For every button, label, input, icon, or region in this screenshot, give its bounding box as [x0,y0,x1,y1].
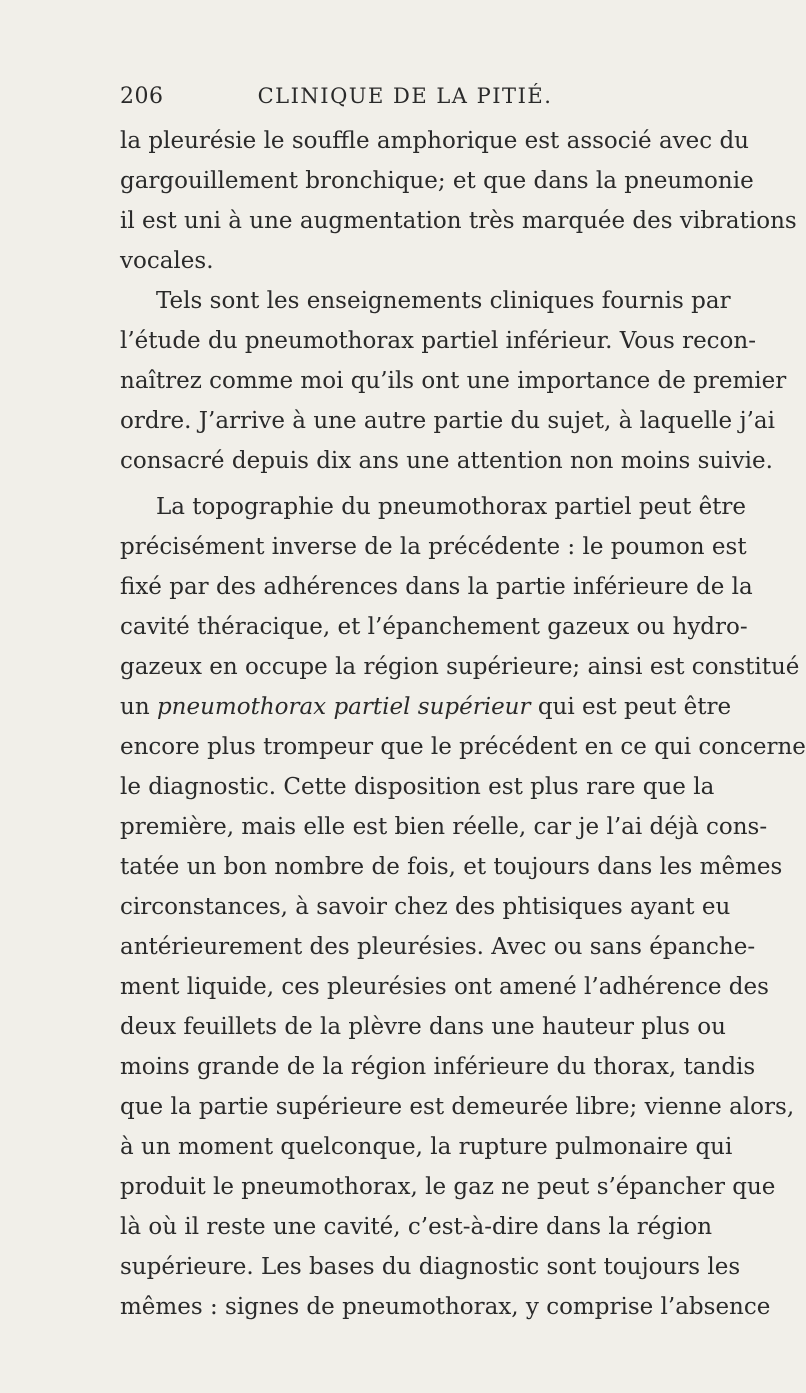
text-segment: un [120,694,150,720]
text-line: vocales. [120,248,214,274]
text-line: tatée un bon nombre de fois, et toujours dans les mêmes [120,854,783,880]
text-line: que la partie supérieure est demeurée libre; vienne alors, [120,1094,795,1120]
text-line: gazeux en occupe la région supérieure; ainsi est constitué [120,654,800,680]
text-line: moins grande de la région inférieure du thorax, tandis [120,1054,756,1080]
text-line: première, mais elle est bien réelle, car je l’ai déjà cons- [120,814,768,840]
text-line: à un moment quelconque, la rupture pulmonaire qui [120,1134,733,1160]
text-line: le diagnostic. Cette disposition est plus rare que la [120,774,715,800]
text-line: ment liquide, ces pleurésies ont amené l’adhérence des [120,974,769,1000]
text-line: la pleurésie le souffle amphorique est associé avec du [120,128,749,154]
italic-term: pneumothorax partiel supérieur [156,694,531,720]
text-line: cavité théracique, et l’épanchement gazeux ou hydro- [120,614,748,640]
text-line-with-emphasis [120,687,732,727]
text-line: l’étude du pneumothorax partiel inférieur. Vous recon- [120,328,756,354]
text-line: naîtrez comme moi qu’ils ont une importance de premier [120,368,787,394]
text-line: antérieurement des pleurésies. Avec ou sans épanche- [120,934,756,960]
text-line: La topographie du pneumothorax partiel peut être [156,494,747,520]
text-line: consacré depuis dix ans une attention non moins suivie. [120,448,773,474]
text-line: il est uni à une augmentation très marquée des vibrations [120,208,797,234]
text-line: gargouillement bronchique; et que dans la pneumonie [120,168,754,194]
text-line: encore plus trompeur que le précédent en ce qui concerne [120,734,806,760]
text-line: produit le pneumothorax, le gaz ne peut s’épancher que [120,1174,776,1200]
running-head [120,84,690,114]
text-line: mêmes : signes de pneumothorax, y comprise l’absence [120,1294,771,1320]
text-line: circonstances, à savoir chez des phtisiques ayant eu [120,894,731,920]
paragraph-1 [120,121,797,281]
text-line: ordre. J’arrive à une autre partie du sujet, à laquelle j’ai [120,408,775,434]
paragraph-3 [120,487,806,1327]
text-line: précisément inverse de la précédente : le poumon est [120,534,747,560]
text-line: deux feuillets de la plèvre dans une hauteur plus ou [120,1014,726,1040]
paragraph-2 [120,281,787,481]
text-segment: qui est peut être [537,694,732,720]
text-line: supérieure. Les bases du diagnostic sont toujours les [120,1254,741,1280]
text-line: Tels sont les enseignements cliniques fournis par [156,288,731,314]
text-line: fixé par des adhérences dans la partie inférieure de la [120,574,753,600]
running-title: CLINIQUE DE LA PITIÉ. [257,84,553,108]
text-line: là où il reste une cavité, c’est-à-dire dans la région [120,1214,713,1240]
page-number: 206 [120,84,164,109]
